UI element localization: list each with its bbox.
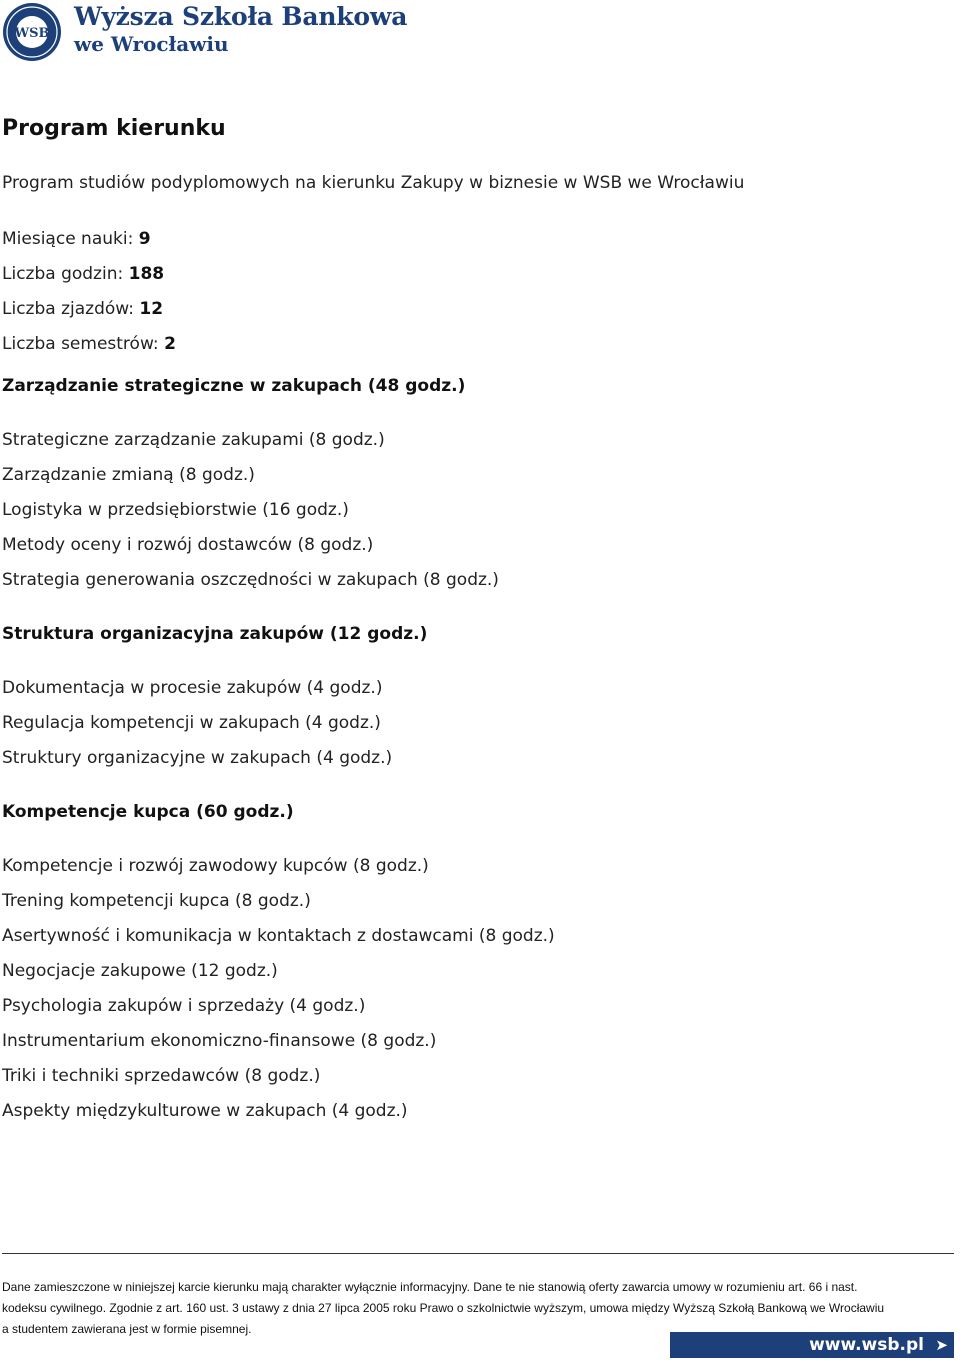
disclaimer-line: kodeksu cywilnego. Zgodnie z art. 160 ust. 3 ustawy z dnia 27 lipca 2005 roku Prawo o szkolnictwie wyższym, umowa między Wyższą Szkołą Bankową we Wrocławiu	[2, 1301, 885, 1315]
module-item: Negocjacje zakupowe (12 godz.)	[2, 961, 278, 981]
module-item: Psychologia zakupów i sprzedaży (4 godz.)	[2, 996, 366, 1016]
page-header	[0, 0, 960, 64]
cursor-arrow-icon: ➤	[935, 1336, 948, 1354]
section-title: Zarządzanie strategiczne w zakupach (48 godz.)	[2, 376, 466, 396]
stat-months: Miesiące nauki: 9	[2, 229, 151, 249]
seal-monogram: WSB	[14, 26, 50, 41]
stat-meetings: Liczba zjazdów: 12	[2, 299, 164, 319]
institution-name-line2: we Wrocławiu	[74, 32, 229, 56]
module-item: Asertywność i komunikacja w kontaktach z dostawcami (8 godz.)	[2, 926, 555, 946]
module-item: Zarządzanie zmianą (8 godz.)	[2, 465, 255, 485]
section-title: Kompetencje kupca (60 godz.)	[2, 802, 294, 822]
module-item: Strategiczne zarządzanie zakupami (8 godz.)	[2, 430, 385, 450]
stat-hours: Liczba godzin: 188	[2, 264, 165, 284]
module-item: Logistyka w przedsiębiorstwie (16 godz.)	[2, 500, 349, 520]
module-item: Struktury organizacyjne w zakupach (4 godz.)	[2, 748, 393, 768]
footer-url-bar	[670, 1332, 954, 1358]
module-list	[2, 423, 499, 598]
module-item: Trening kompetencji kupca (8 godz.)	[2, 891, 311, 911]
module-list	[2, 849, 555, 1129]
module-item: Metody oceny i rozwój dostawców (8 godz.)	[2, 535, 374, 555]
wsb-seal-logo	[2, 2, 62, 62]
program-description: Program studiów podyplomowych na kierunku Zakupy w biznesie w WSB we Wrocławiu	[2, 173, 745, 193]
module-item: Strategia generowania oszczędności w zakupach (8 godz.)	[2, 570, 499, 590]
institution-name	[74, 2, 407, 57]
institution-name-line1: Wyższa Szkoła Bankowa	[74, 2, 408, 31]
module-item: Triki i techniki sprzedawców (8 godz.)	[2, 1066, 321, 1086]
module-list	[2, 671, 392, 776]
section-title: Struktura organizacyjna zakupów (12 godz.)	[2, 624, 428, 644]
disclaimer-line: a studentem zawierana jest w formie pisemnej.	[2, 1322, 252, 1336]
footer-divider	[2, 1253, 954, 1254]
legal-disclaimer	[2, 1277, 952, 1340]
module-item: Dokumentacja w procesie zakupów (4 godz.)	[2, 678, 383, 698]
module-item: Aspekty międzykulturowe w zakupach (4 godz.)	[2, 1101, 408, 1121]
disclaimer-line: Dane zamieszczone w niniejszej karcie kierunku mają charakter wyłącznie informacyjny. Dane te nie stanowią oferty zawarcia umowy w rozumieniu art. 66 i nast.	[2, 1280, 858, 1294]
module-item: Kompetencje i rozwój zawodowy kupców (8 godz.)	[2, 856, 429, 876]
website-link[interactable]: www.wsb.pl	[809, 1335, 924, 1355]
stat-semesters: Liczba semestrów: 2	[2, 334, 176, 354]
program-stats	[2, 222, 176, 362]
module-item: Instrumentarium ekonomiczno-finansowe (8 godz.)	[2, 1031, 437, 1051]
module-item: Regulacja kompetencji w zakupach (4 godz.)	[2, 713, 381, 733]
page-title: Program kierunku	[2, 116, 226, 141]
